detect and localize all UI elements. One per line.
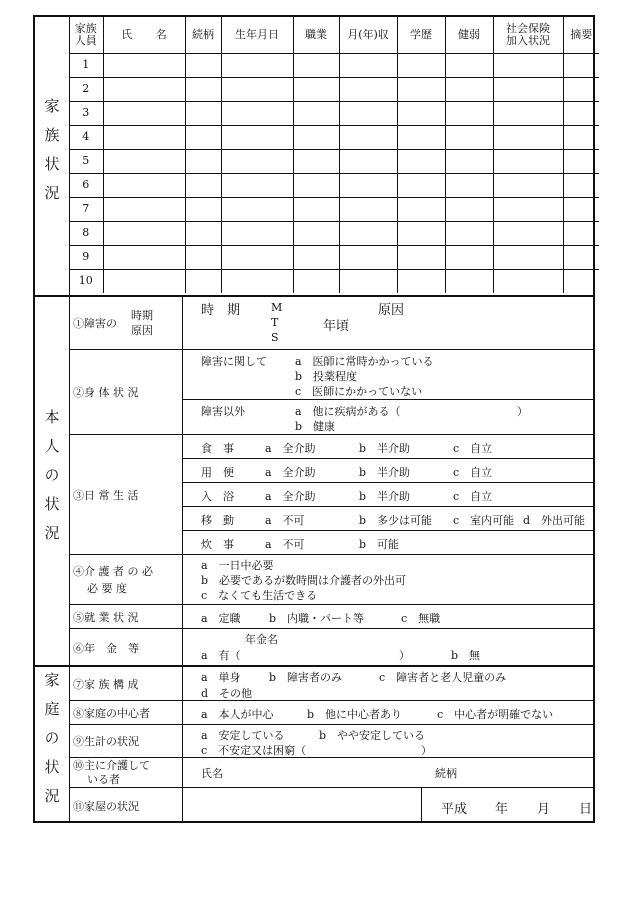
family-section (35, 17, 593, 295)
family-cell-income[interactable] (339, 173, 397, 197)
employment-row (69, 605, 593, 629)
daily-life-item-name: 食 事 (201, 442, 234, 455)
era-t: T (271, 316, 279, 329)
family-cell-birthdate[interactable] (221, 101, 293, 125)
family-cell-remarks[interactable] (563, 149, 599, 173)
self-section (35, 295, 593, 665)
family-cell-insurance[interactable] (493, 77, 563, 101)
family-cell-income[interactable] (339, 77, 397, 101)
daily-life-option-b[interactable]: b 多少は可能 (359, 514, 433, 527)
family-cell-education[interactable] (397, 53, 445, 77)
center-label: ⑧家庭の中心者 (69, 701, 183, 724)
body-condition-label: ②身 体 状 況 (69, 350, 183, 434)
main-caregiver-relation[interactable]: 続柄 (435, 767, 457, 780)
family-cell-education[interactable] (397, 125, 445, 149)
family-row-number: 7 (69, 197, 103, 221)
family-cell-education[interactable] (397, 149, 445, 173)
daily-life-option-a[interactable]: a 不可 (265, 514, 305, 527)
center-row (69, 701, 593, 725)
family-cell-name[interactable] (103, 125, 185, 149)
family-cell-income[interactable] (339, 197, 397, 221)
family-cell-insurance[interactable] (493, 149, 563, 173)
family-cell-health[interactable] (445, 77, 493, 101)
family-cell-education[interactable] (397, 221, 445, 245)
family-cell-name[interactable] (103, 101, 185, 125)
housing-row (69, 788, 593, 823)
header-birthdate: 生年月日 (221, 17, 293, 53)
disability-year[interactable]: 年頃 (323, 319, 350, 334)
family-cell-occupation[interactable] (293, 125, 339, 149)
family-cell-health[interactable] (445, 245, 493, 269)
family-cell-remarks[interactable] (563, 197, 599, 221)
family-cell-relation[interactable] (185, 221, 221, 245)
family-cell-relation[interactable] (185, 101, 221, 125)
family-row (69, 125, 599, 149)
family-cell-income[interactable] (339, 245, 397, 269)
family-table (69, 17, 599, 293)
caregiver-need-label-1: ④介 護 者 の 必 (73, 564, 153, 578)
pension-a-close: ） (399, 649, 410, 662)
header-relation: 続柄 (185, 17, 221, 53)
header-health: 健弱 (445, 17, 493, 53)
daily-life-option-b[interactable]: b 可能 (359, 538, 400, 551)
body-oth-a-close: ） (517, 405, 528, 418)
family-cell-health[interactable] (445, 173, 493, 197)
family-cell-birthdate[interactable] (221, 197, 293, 221)
family-cell-occupation[interactable] (293, 53, 339, 77)
family-row (69, 77, 599, 101)
main-caregiver-label-1: ⑩主に介護して (73, 758, 150, 772)
family-row (69, 149, 599, 173)
composition-d[interactable]: d その他 (201, 687, 253, 700)
daily-life-item-name: 移 動 (201, 514, 234, 527)
daily-life-option-c[interactable]: c 自立 (453, 466, 493, 479)
caregiver-need-a[interactable]: a 一日中必要 (201, 559, 274, 572)
family-cell-birthdate[interactable] (221, 125, 293, 149)
body-reg-c[interactable]: c 医師にかかっていない (295, 385, 423, 398)
family-cell-relation[interactable] (185, 197, 221, 221)
disability-cause[interactable]: 原因 (378, 303, 405, 318)
main-caregiver-name[interactable]: 氏名 (201, 767, 223, 780)
family-cell-name[interactable] (103, 149, 185, 173)
header-insurance: 社会保険 加入状況 (493, 17, 563, 53)
center-a[interactable]: a 本人が中心 (201, 708, 274, 721)
family-cell-income[interactable] (339, 149, 397, 173)
family-cell-insurance[interactable] (493, 197, 563, 221)
header-education: 学歴 (397, 17, 445, 53)
daily-life-item (183, 483, 593, 507)
family-cell-occupation[interactable] (293, 245, 339, 269)
family-cell-education[interactable] (397, 173, 445, 197)
daily-life-row (69, 435, 593, 555)
livelihood-c[interactable]: c 不安定又は困窮（ (201, 744, 307, 757)
family-cell-health[interactable] (445, 53, 493, 77)
family-cell-health[interactable] (445, 197, 493, 221)
composition-row (69, 667, 593, 701)
pension-label: ⑥年 金 等 (69, 629, 183, 667)
family-cell-relation[interactable] (185, 173, 221, 197)
body-regarding: 障害に関して (201, 355, 267, 368)
livelihood-label: ⑨生計の状況 (69, 725, 183, 757)
disability-time[interactable]: 時 期 (201, 303, 241, 318)
pension-name: 年金名 (245, 633, 278, 646)
housing-year[interactable]: 年 (495, 802, 509, 817)
header-name: 氏 名 (103, 17, 185, 53)
body-reg-b[interactable]: b 投薬程度 (295, 370, 358, 383)
daily-life-option-a[interactable]: a 全介助 (265, 442, 316, 455)
header-occupation: 職業 (293, 17, 339, 53)
family-row (69, 269, 599, 293)
livelihood-b[interactable]: b やや安定している (319, 729, 426, 742)
body-oth-a[interactable]: a 他に疾病がある（ (295, 405, 401, 418)
family-cell-insurance[interactable] (493, 221, 563, 245)
family-cell-occupation[interactable] (293, 269, 339, 293)
daily-life-option-b[interactable]: b 半介助 (359, 442, 411, 455)
daily-life-option-b[interactable]: b 半介助 (359, 466, 411, 479)
family-cell-birthdate[interactable] (221, 269, 293, 293)
family-cell-name[interactable] (103, 245, 185, 269)
family-section-label: 家族状況 (35, 17, 70, 295)
daily-life-item-name: 炊 事 (201, 538, 234, 551)
family-cell-health[interactable] (445, 101, 493, 125)
center-b[interactable]: b 他に中心者あり (307, 708, 403, 721)
composition-b[interactable]: b 障害者のみ (269, 671, 343, 684)
daily-life-item (183, 435, 593, 459)
family-cell-name[interactable] (103, 197, 185, 221)
daily-life-option-d[interactable]: d 外出可能 (523, 514, 586, 527)
family-cell-name[interactable] (103, 173, 185, 197)
pension-a[interactable]: a 有（ (201, 649, 241, 662)
family-row-number: 8 (69, 221, 103, 245)
family-cell-remarks[interactable] (563, 173, 599, 197)
family-row-number: 10 (69, 269, 103, 293)
daily-life-item (183, 531, 593, 555)
family-cell-name[interactable] (103, 77, 185, 101)
family-cell-occupation[interactable] (293, 173, 339, 197)
daily-life-option-b[interactable]: b 半介助 (359, 490, 411, 503)
family-table-header (69, 17, 599, 53)
main-caregiver-label-2: いる者 (87, 772, 120, 786)
employment-c[interactable]: c 無職 (401, 612, 441, 625)
caregiver-need-b[interactable]: b 必要であるが数時間は介護者の外出可 (201, 574, 407, 587)
family-cell-name[interactable] (103, 269, 185, 293)
daily-life-label: ③日 常 生 活 (69, 435, 183, 554)
housing-label: ⑪家屋の状況 (69, 788, 183, 823)
family-cell-relation[interactable] (185, 125, 221, 149)
family-cell-education[interactable] (397, 269, 445, 293)
daily-life-item-name: 入 浴 (201, 490, 234, 503)
employment-a[interactable]: a 定職 (201, 612, 241, 625)
family-cell-health[interactable] (445, 149, 493, 173)
composition-label: ⑦家 族 構 成 (69, 667, 183, 700)
family-cell-name[interactable] (103, 221, 185, 245)
daily-life-item (183, 459, 593, 483)
body-reg-a[interactable]: a 医師に常時かかっている (295, 355, 434, 368)
caregiver-need-row (69, 555, 593, 605)
family-cell-birthdate[interactable] (221, 77, 293, 101)
caregiver-need-label-2: 必 要 度 (87, 581, 127, 595)
header-remarks: 摘要 (563, 17, 599, 53)
family-row-number: 3 (69, 101, 103, 125)
family-cell-relation[interactable] (185, 149, 221, 173)
housing-era: 平成 (441, 802, 468, 817)
family-cell-occupation[interactable] (293, 149, 339, 173)
header-members: 家族人員 (69, 17, 103, 53)
family-row (69, 173, 599, 197)
employment-b[interactable]: b 内職・パート等 (269, 612, 365, 625)
family-cell-remarks[interactable] (563, 221, 599, 245)
pension-row (69, 629, 593, 667)
body-oth-b[interactable]: b 健康 (295, 420, 336, 433)
daily-life-option-a[interactable]: a 不可 (265, 538, 305, 551)
family-row (69, 221, 599, 245)
family-cell-education[interactable] (397, 245, 445, 269)
home-section-label: 家庭の状況 (35, 667, 70, 821)
composition-a[interactable]: a 単身 (201, 671, 241, 684)
family-row (69, 245, 599, 269)
family-row (69, 197, 599, 221)
family-cell-occupation[interactable] (293, 197, 339, 221)
family-cell-remarks[interactable] (563, 269, 599, 293)
center-c[interactable]: c 中心者が明確でない (437, 708, 554, 721)
family-cell-insurance[interactable] (493, 245, 563, 269)
family-row-number: 1 (69, 53, 103, 77)
disability-label-time: 時期 (131, 309, 153, 322)
livelihood-row (69, 725, 593, 758)
disability-row (69, 297, 593, 350)
family-cell-insurance[interactable] (493, 269, 563, 293)
family-cell-remarks[interactable] (563, 77, 599, 101)
body-other: 障害以外 (201, 405, 245, 418)
family-table-body (69, 53, 599, 293)
housing-date-divider (421, 788, 422, 823)
family-cell-health[interactable] (445, 221, 493, 245)
family-row (69, 53, 599, 77)
family-cell-birthdate[interactable] (221, 173, 293, 197)
livelihood-a[interactable]: a 安定している (201, 729, 285, 742)
family-row-number: 5 (69, 149, 103, 173)
self-section-label: 本人の状況 (35, 297, 70, 665)
family-cell-remarks[interactable] (563, 53, 599, 77)
daily-life-items (183, 435, 593, 554)
daily-life-item (183, 507, 593, 531)
era-s: S (271, 331, 279, 344)
caregiver-need-c[interactable]: c なくても生活できる (201, 589, 318, 602)
family-cell-occupation[interactable] (293, 221, 339, 245)
family-cell-occupation[interactable] (293, 101, 339, 125)
family-row-number: 2 (69, 77, 103, 101)
era-m: M (271, 301, 283, 314)
family-cell-insurance[interactable] (493, 125, 563, 149)
family-cell-birthdate[interactable] (221, 149, 293, 173)
daily-life-option-c[interactable]: c 自立 (453, 442, 493, 455)
family-cell-relation[interactable] (185, 245, 221, 269)
disability-label: ①障害の (73, 317, 117, 330)
disability-label-cause: 原因 (131, 324, 153, 337)
family-row-number: 9 (69, 245, 103, 269)
family-cell-education[interactable] (397, 77, 445, 101)
livelihood-c-close: ） (421, 744, 432, 757)
daily-life-option-c[interactable]: c 自立 (453, 490, 493, 503)
daily-life-item-name: 用 便 (201, 466, 234, 479)
family-cell-relation[interactable] (185, 53, 221, 77)
family-cell-income[interactable] (339, 101, 397, 125)
family-cell-relation[interactable] (185, 77, 221, 101)
family-cell-birthdate[interactable] (221, 53, 293, 77)
family-cell-insurance[interactable] (493, 53, 563, 77)
home-section (35, 665, 593, 821)
daily-life-option-a[interactable]: a 全介助 (265, 466, 316, 479)
daily-life-option-c[interactable]: c 室内可能 (453, 514, 515, 527)
header-income: 月(年)収 (339, 17, 397, 53)
housing-day[interactable]: 日 (579, 802, 593, 817)
family-cell-health[interactable] (445, 269, 493, 293)
main-caregiver-row (69, 758, 593, 788)
family-cell-insurance[interactable] (493, 173, 563, 197)
family-cell-income[interactable] (339, 221, 397, 245)
family-row-number: 6 (69, 173, 103, 197)
family-cell-relation[interactable] (185, 269, 221, 293)
family-cell-birthdate[interactable] (221, 245, 293, 269)
body-condition-row (69, 350, 593, 435)
daily-life-option-a[interactable]: a 全介助 (265, 490, 316, 503)
family-cell-insurance[interactable] (493, 101, 563, 125)
pension-b[interactable]: b 無 (451, 649, 481, 662)
housing-month[interactable]: 月 (537, 802, 551, 817)
family-cell-health[interactable] (445, 125, 493, 149)
family-cell-remarks[interactable] (563, 245, 599, 269)
family-cell-remarks[interactable] (563, 125, 599, 149)
family-cell-income[interactable] (339, 269, 397, 293)
form (33, 15, 595, 823)
family-cell-income[interactable] (339, 125, 397, 149)
family-cell-education[interactable] (397, 101, 445, 125)
family-cell-remarks[interactable] (563, 101, 599, 125)
family-cell-education[interactable] (397, 197, 445, 221)
employment-label: ⑤就 業 状 況 (69, 605, 183, 628)
composition-c[interactable]: c 障害者と老人児童のみ (379, 671, 507, 684)
family-cell-income[interactable] (339, 53, 397, 77)
family-cell-occupation[interactable] (293, 77, 339, 101)
family-cell-name[interactable] (103, 53, 185, 77)
family-cell-birthdate[interactable] (221, 221, 293, 245)
family-row-number: 4 (69, 125, 103, 149)
family-row (69, 101, 599, 125)
